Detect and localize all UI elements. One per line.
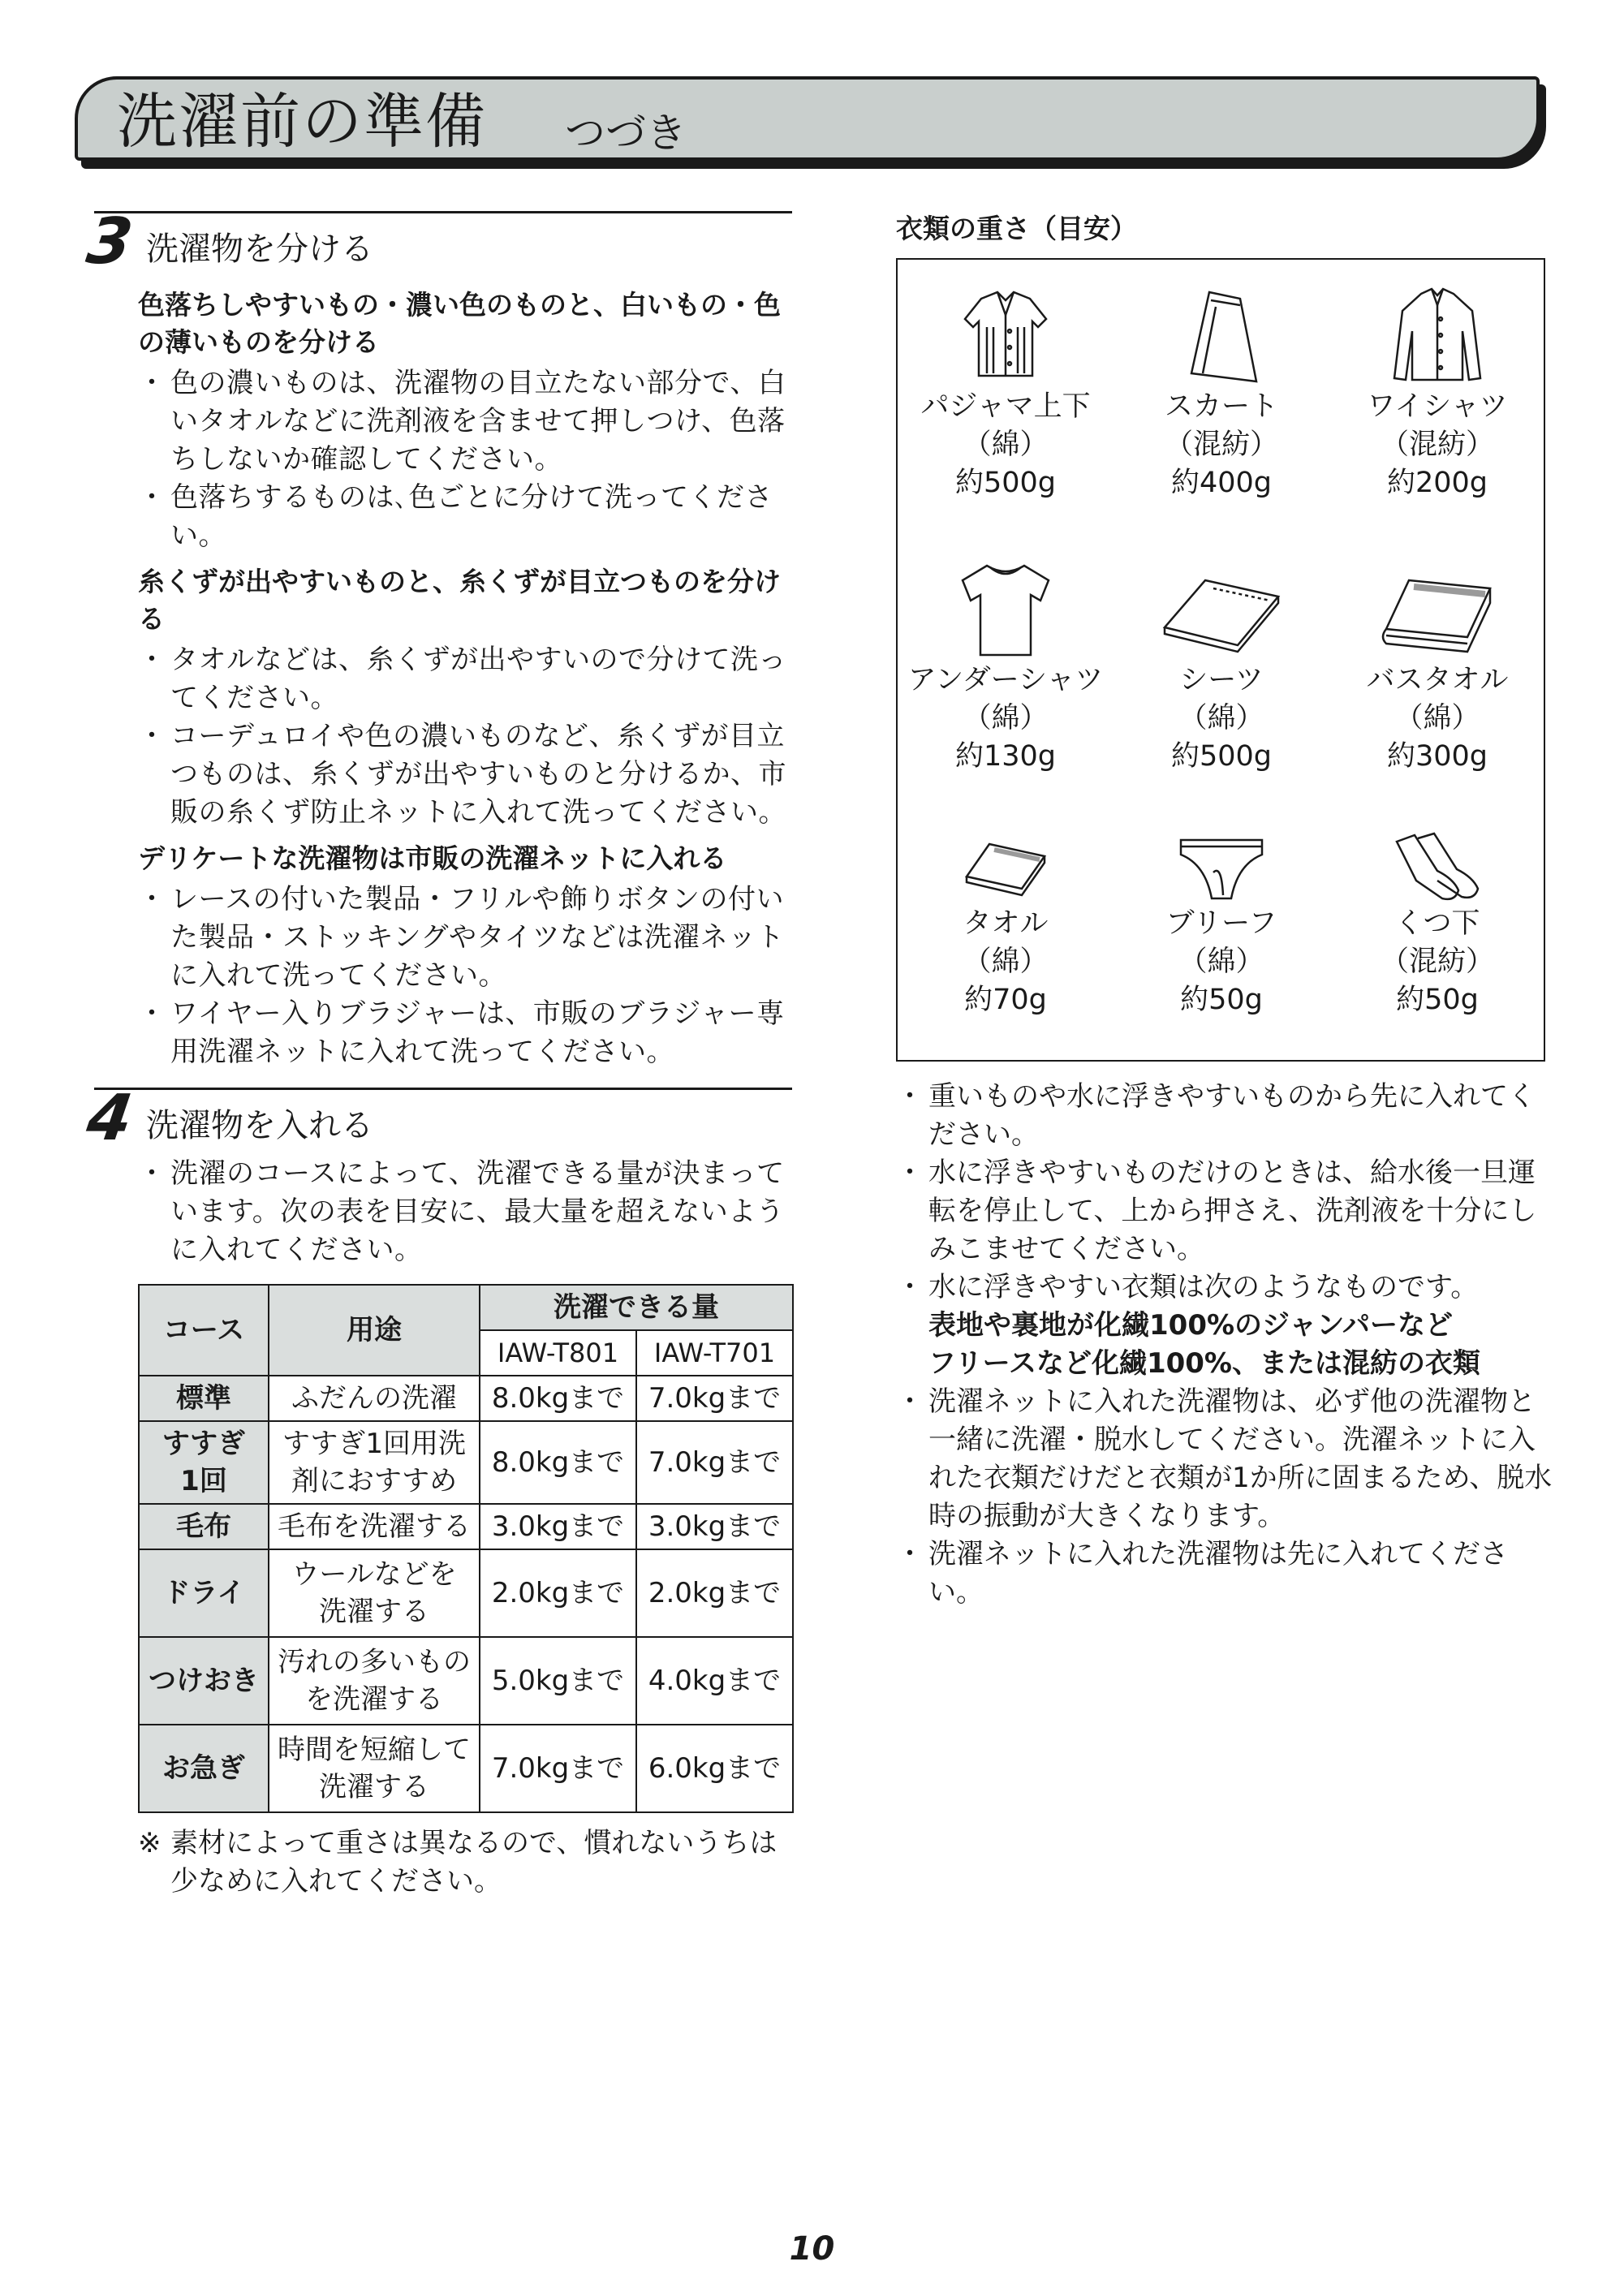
garment-material: （綿） bbox=[963, 429, 1049, 461]
garment-name: パジャマ上下 bbox=[920, 390, 1091, 423]
course-cell: お急ぎ bbox=[139, 1725, 269, 1812]
loading-tips bbox=[896, 1078, 1553, 1612]
garment-weight: 約500g bbox=[954, 467, 1057, 499]
garment-material: （綿） bbox=[1394, 702, 1480, 734]
table-row bbox=[139, 1504, 793, 1549]
use-cell: ウールなどを洗濯する bbox=[269, 1549, 480, 1637]
garment-weight: 約50g bbox=[1180, 984, 1263, 1016]
step-number: 3 bbox=[82, 205, 136, 278]
towel-icon bbox=[957, 832, 1054, 905]
garment-item bbox=[1114, 556, 1329, 776]
pajamas-icon bbox=[953, 282, 1058, 388]
page-title: 洗濯前の準備 bbox=[117, 87, 487, 157]
footnote-text: 素材によって重さは異なるので、慣れないうちは少なめに入れてください。 bbox=[170, 1827, 778, 1898]
list-item: ・ 色落ちするものは､色ごとに分けて洗ってください。 bbox=[138, 479, 792, 555]
use-cell: 毛布を洗濯する bbox=[269, 1504, 480, 1549]
capacity-cell: 7.0kgまで bbox=[480, 1725, 636, 1812]
garment-weight: 約70g bbox=[964, 984, 1047, 1016]
garment-item bbox=[1329, 832, 1545, 1019]
step-3-header bbox=[82, 205, 792, 278]
table-row bbox=[139, 1637, 793, 1725]
table-header-use: 用途 bbox=[269, 1285, 480, 1376]
garment-material: （綿） bbox=[1178, 946, 1264, 978]
garment-item bbox=[1329, 556, 1545, 776]
list-item bbox=[896, 1269, 1553, 1383]
garment-weight: 約500g bbox=[1170, 740, 1273, 773]
garment-weight: 約50g bbox=[1396, 984, 1479, 1016]
list-item: ・ コーデュロイや色の濃いものなど、糸くずが目立つものは、糸くずが出やすいものと分けるか、市販の糸くず防止ネットに入れて洗ってください。 bbox=[138, 717, 792, 832]
use-cell: すすぎ1回用洗剤におすすめ bbox=[269, 1421, 480, 1504]
garment-name: ワイシャツ bbox=[1367, 390, 1508, 423]
garment-material: （混紡） bbox=[1380, 429, 1494, 461]
list-item: ・ ワイヤー入りブラジャーは、市販のブラジャー専用洗濯ネットに入れて洗ってください。 bbox=[138, 995, 792, 1071]
list-item: ・ 洗濯ネットに入れた洗濯物は、必ず他の洗濯物と一緒に洗濯・脱水してください。洗濯ネットに入れた衣類だけだと衣類が1か所に固まるため、脱水時の振動が大きくなります。 bbox=[896, 1383, 1553, 1536]
garment-item bbox=[1114, 282, 1329, 502]
course-cell: ドライ bbox=[139, 1549, 269, 1637]
garment-item bbox=[898, 282, 1114, 502]
garment-weight: 約400g bbox=[1170, 467, 1273, 499]
table-header-model: IAW-T801 bbox=[480, 1330, 636, 1376]
course-cell: 毛布 bbox=[139, 1504, 269, 1549]
garment-weight: 約300g bbox=[1386, 740, 1488, 773]
list-item-text: 水に浮きやすい衣類は次のようなものです。 bbox=[928, 1271, 1479, 1303]
garment-item bbox=[1114, 832, 1329, 1019]
bath-towel-icon bbox=[1376, 556, 1498, 661]
undershirt-icon bbox=[953, 556, 1058, 661]
capacity-cell: 8.0kgまで bbox=[480, 1376, 636, 1421]
table-header-model: IAW-T701 bbox=[636, 1330, 793, 1376]
garment-material: （綿） bbox=[1178, 702, 1264, 734]
garment-name: アンダーシャツ bbox=[907, 664, 1104, 696]
use-cell: 時間を短縮して洗濯する bbox=[269, 1725, 480, 1812]
capacity-cell: 7.0kgまで bbox=[636, 1376, 793, 1421]
dress-shirt-icon bbox=[1385, 282, 1490, 388]
bullet-list bbox=[138, 881, 792, 1071]
garment-name: くつ下 bbox=[1394, 907, 1480, 940]
page-subtitle: つづき bbox=[565, 110, 687, 157]
step-number: 4 bbox=[82, 1082, 136, 1155]
capacity-cell: 2.0kgまで bbox=[636, 1549, 793, 1637]
use-cell: 汚れの多いものを洗濯する bbox=[269, 1637, 480, 1725]
garment-name: シーツ bbox=[1179, 664, 1264, 696]
garment-material: （綿） bbox=[963, 702, 1049, 734]
capacity-cell: 6.0kgまで bbox=[636, 1725, 793, 1812]
table-row bbox=[139, 1421, 793, 1504]
floating-example: フリースなど化繊100%、または混紡の衣類 bbox=[928, 1347, 1480, 1380]
briefs-icon bbox=[1173, 832, 1270, 905]
garment-name: タオル bbox=[963, 907, 1049, 940]
list-item: ・ 色の濃いものは、洗濯物の目立たない部分で、白いタオルなどに洗剤液を含ませて押しつけ、色落ちしないか確認してください。 bbox=[138, 364, 792, 479]
capacity-table bbox=[138, 1284, 794, 1813]
garment-item bbox=[898, 556, 1114, 776]
bullet-list bbox=[138, 1155, 792, 1269]
garment-material: （混紡） bbox=[1164, 429, 1278, 461]
list-item: ・ レースの付いた製品・フリルや飾りボタンの付いた製品・ストッキングやタイツなどは洗濯ネットに入れて洗ってください。 bbox=[138, 881, 792, 995]
garment-name: スカート bbox=[1164, 390, 1278, 423]
list-item: ・ 重いものや水に浮きやすいものから先に入れてください。 bbox=[896, 1078, 1553, 1154]
table-header-course: コース bbox=[139, 1285, 269, 1376]
floating-example: 表地や裏地が化繊100%のジャンパーなど bbox=[928, 1309, 1453, 1342]
garment-weight: 約200g bbox=[1386, 467, 1488, 499]
list-item: ・ タオルなどは、糸くずが出やすいので分けて洗ってください。 bbox=[138, 641, 792, 717]
capacity-cell: 8.0kgまで bbox=[480, 1421, 636, 1504]
capacity-cell: 7.0kgまで bbox=[636, 1421, 793, 1504]
bullet-list bbox=[138, 641, 792, 832]
course-cell: つけおき bbox=[139, 1637, 269, 1725]
section-heading: 糸くずが出やすいものと、糸くずが目立つものを分ける bbox=[138, 566, 781, 635]
skirt-icon bbox=[1169, 282, 1274, 388]
capacity-cell: 5.0kgまで bbox=[480, 1637, 636, 1725]
step-title: 洗濯物を分ける bbox=[146, 230, 373, 268]
garment-item bbox=[1329, 282, 1545, 502]
table-row bbox=[139, 1376, 793, 1421]
table-header-capacity: 洗濯できる量 bbox=[480, 1285, 793, 1330]
list-item: ・ 水に浮きやすいものだけのときは、給水後一旦運転を停止して、上から押さえ、洗剤液を十分にしみこませてください。 bbox=[896, 1154, 1553, 1269]
sheet-icon bbox=[1157, 556, 1286, 661]
page-number: 10 bbox=[789, 2230, 835, 2268]
socks-icon bbox=[1381, 832, 1494, 905]
garment-weight: 約130g bbox=[954, 740, 1057, 773]
note-mark: ※ bbox=[138, 1827, 162, 1859]
garment-material: （綿） bbox=[963, 946, 1049, 978]
capacity-cell: 4.0kgまで bbox=[636, 1637, 793, 1725]
left-column bbox=[82, 205, 792, 1901]
bullet-list bbox=[138, 364, 792, 555]
footnote bbox=[138, 1824, 792, 1901]
list-item: ・ 洗濯ネットに入れた洗濯物は先に入れてください。 bbox=[896, 1536, 1553, 1612]
page-header bbox=[75, 76, 1540, 161]
table-row bbox=[139, 1549, 793, 1637]
right-column bbox=[896, 211, 1553, 1612]
step-4-header bbox=[82, 1082, 792, 1155]
capacity-cell: 3.0kgまで bbox=[480, 1504, 636, 1549]
list-item: ・ 洗濯のコースによって、洗濯できる量が決まっています。次の表を目安に、最大量を超えないように入れてください。 bbox=[138, 1155, 792, 1269]
garment-name: バスタオル bbox=[1366, 664, 1509, 696]
use-cell: ふだんの洗濯 bbox=[269, 1376, 480, 1421]
garment-material: （混紡） bbox=[1380, 946, 1494, 978]
course-cell: 標準 bbox=[139, 1376, 269, 1421]
table-row bbox=[139, 1725, 793, 1812]
capacity-cell: 3.0kgまで bbox=[636, 1504, 793, 1549]
section-heading: デリケートな洗濯物は市販の洗濯ネットに入れる bbox=[138, 842, 727, 874]
garment-name: ブリーフ bbox=[1165, 907, 1277, 940]
step-title: 洗濯物を入れる bbox=[146, 1107, 373, 1144]
section-heading: 色落ちしやすいもの・濃い色のものと、白いもの・色の薄いものを分ける bbox=[138, 289, 781, 358]
garment-item bbox=[898, 832, 1114, 1019]
weights-box bbox=[896, 258, 1545, 1062]
weights-title: 衣類の重さ（目安） bbox=[896, 213, 1137, 244]
capacity-cell: 2.0kgまで bbox=[480, 1549, 636, 1637]
course-cell: すすぎ1回 bbox=[139, 1421, 269, 1504]
